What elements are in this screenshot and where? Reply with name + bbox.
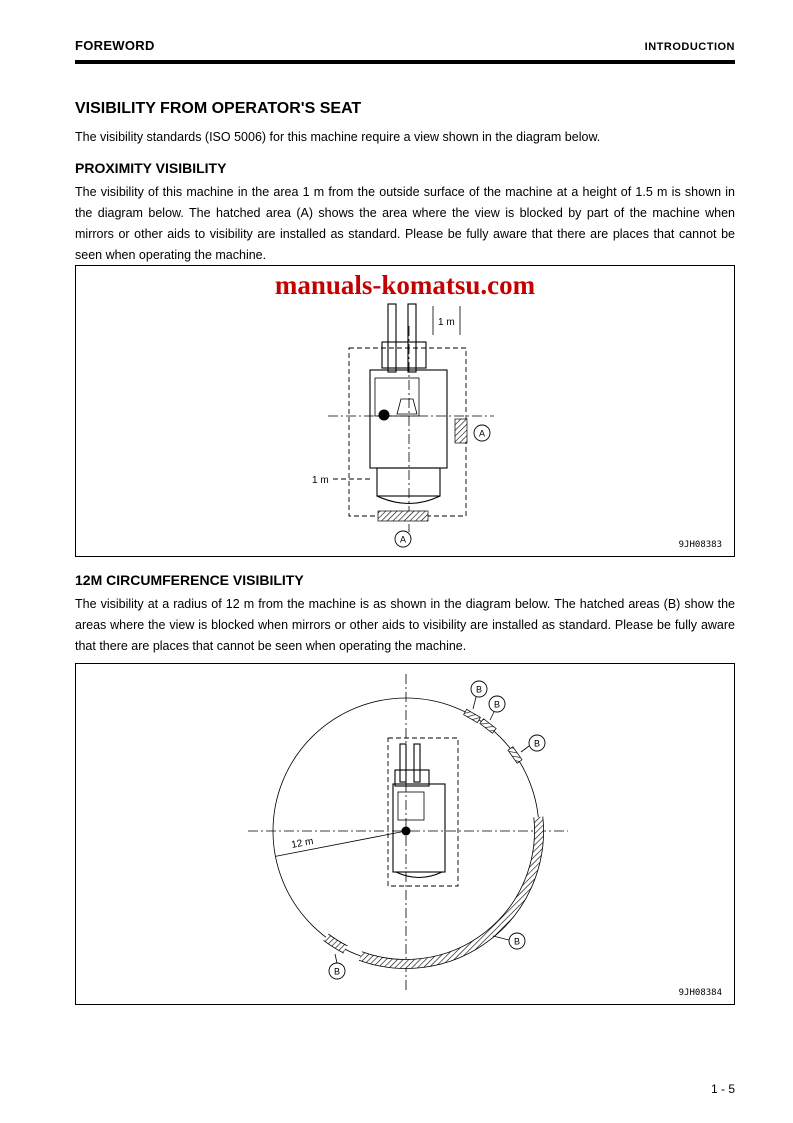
figure-code-circumference: 9JH08384 [678,988,722,998]
watermark-text: manuals-komatsu.com [274,270,536,300]
intro-paragraph: The visibility standards (ISO 5006) for this machine require a view shown in the diagram below. [75,130,601,144]
operator-eye-point [402,827,411,836]
svg-text:B: B [475,684,483,695]
header-rule [75,60,735,64]
svg-text:B: B [533,738,541,749]
figure-proximity [75,265,735,557]
page-header [75,38,735,53]
section-title-proximity: PROXIMITY VISIBILITY [75,160,227,176]
machine-top-view [388,738,458,886]
blocked-spot-marks [464,709,522,763]
svg-text:B: B [513,936,521,947]
svg-text:B: B [493,699,501,710]
header-section-title: FOREWORD [75,38,155,53]
svg-text:B: B [333,966,341,977]
svg-text:A: A [478,428,486,439]
circumference-diagram [76,664,732,1002]
proximity-diagram [76,266,732,554]
area-label-b-3 [529,735,545,751]
area-label-a-bottom [395,531,411,547]
area-label-a-right [474,425,490,441]
machine-top-view [370,304,447,504]
area-label-b-4 [509,933,525,949]
one-meter-boundary [349,348,466,516]
figure-code-proximity: 9JH08383 [678,540,722,550]
dim-1m-left: 1 m [312,475,329,486]
area-label-b-2 [489,696,505,712]
area-label-b-1 [471,681,487,697]
operator-eye-point [379,410,390,421]
header-chapter-title: INTRODUCTION [644,41,735,53]
blocked-area-right [455,419,467,443]
section-title-circumference: 12M CIRCUMFERENCE VISIBILITY [75,572,304,588]
blocked-area-bottom [378,511,428,521]
blocked-arc-bottom-left [324,934,348,953]
figure-circumference [75,663,735,1005]
section-body-proximity: The visibility of this machine in the area 1 m from the outside surface of the machine at a height of 1.5 m is shown in the diagram below. The hatched area (A) shows the area where the view is blocked by part of the machine when mirrors or other aids to visibility are installed as standard. Please be fully aware that there are places that cannot be seen when operating the machine. [75,185,735,262]
radius-label: 12 m [290,835,315,851]
section-body-circumference: The visibility at a radius of 12 m from the machine is as shown in the diagram below. The hatched areas (B) show the areas where the view is blocked when mirrors or other aids to visibility are installed as standard. Please be fully aware that there are places that cannot be seen when operating the machine. [75,597,735,653]
svg-text:A: A [399,534,407,545]
area-label-b-5 [329,963,345,979]
page-title: VISIBILITY FROM OPERATOR'S SEAT [75,100,362,117]
page-number: 1 - 5 [710,1082,735,1096]
dim-1m-top: 1 m [438,317,455,328]
